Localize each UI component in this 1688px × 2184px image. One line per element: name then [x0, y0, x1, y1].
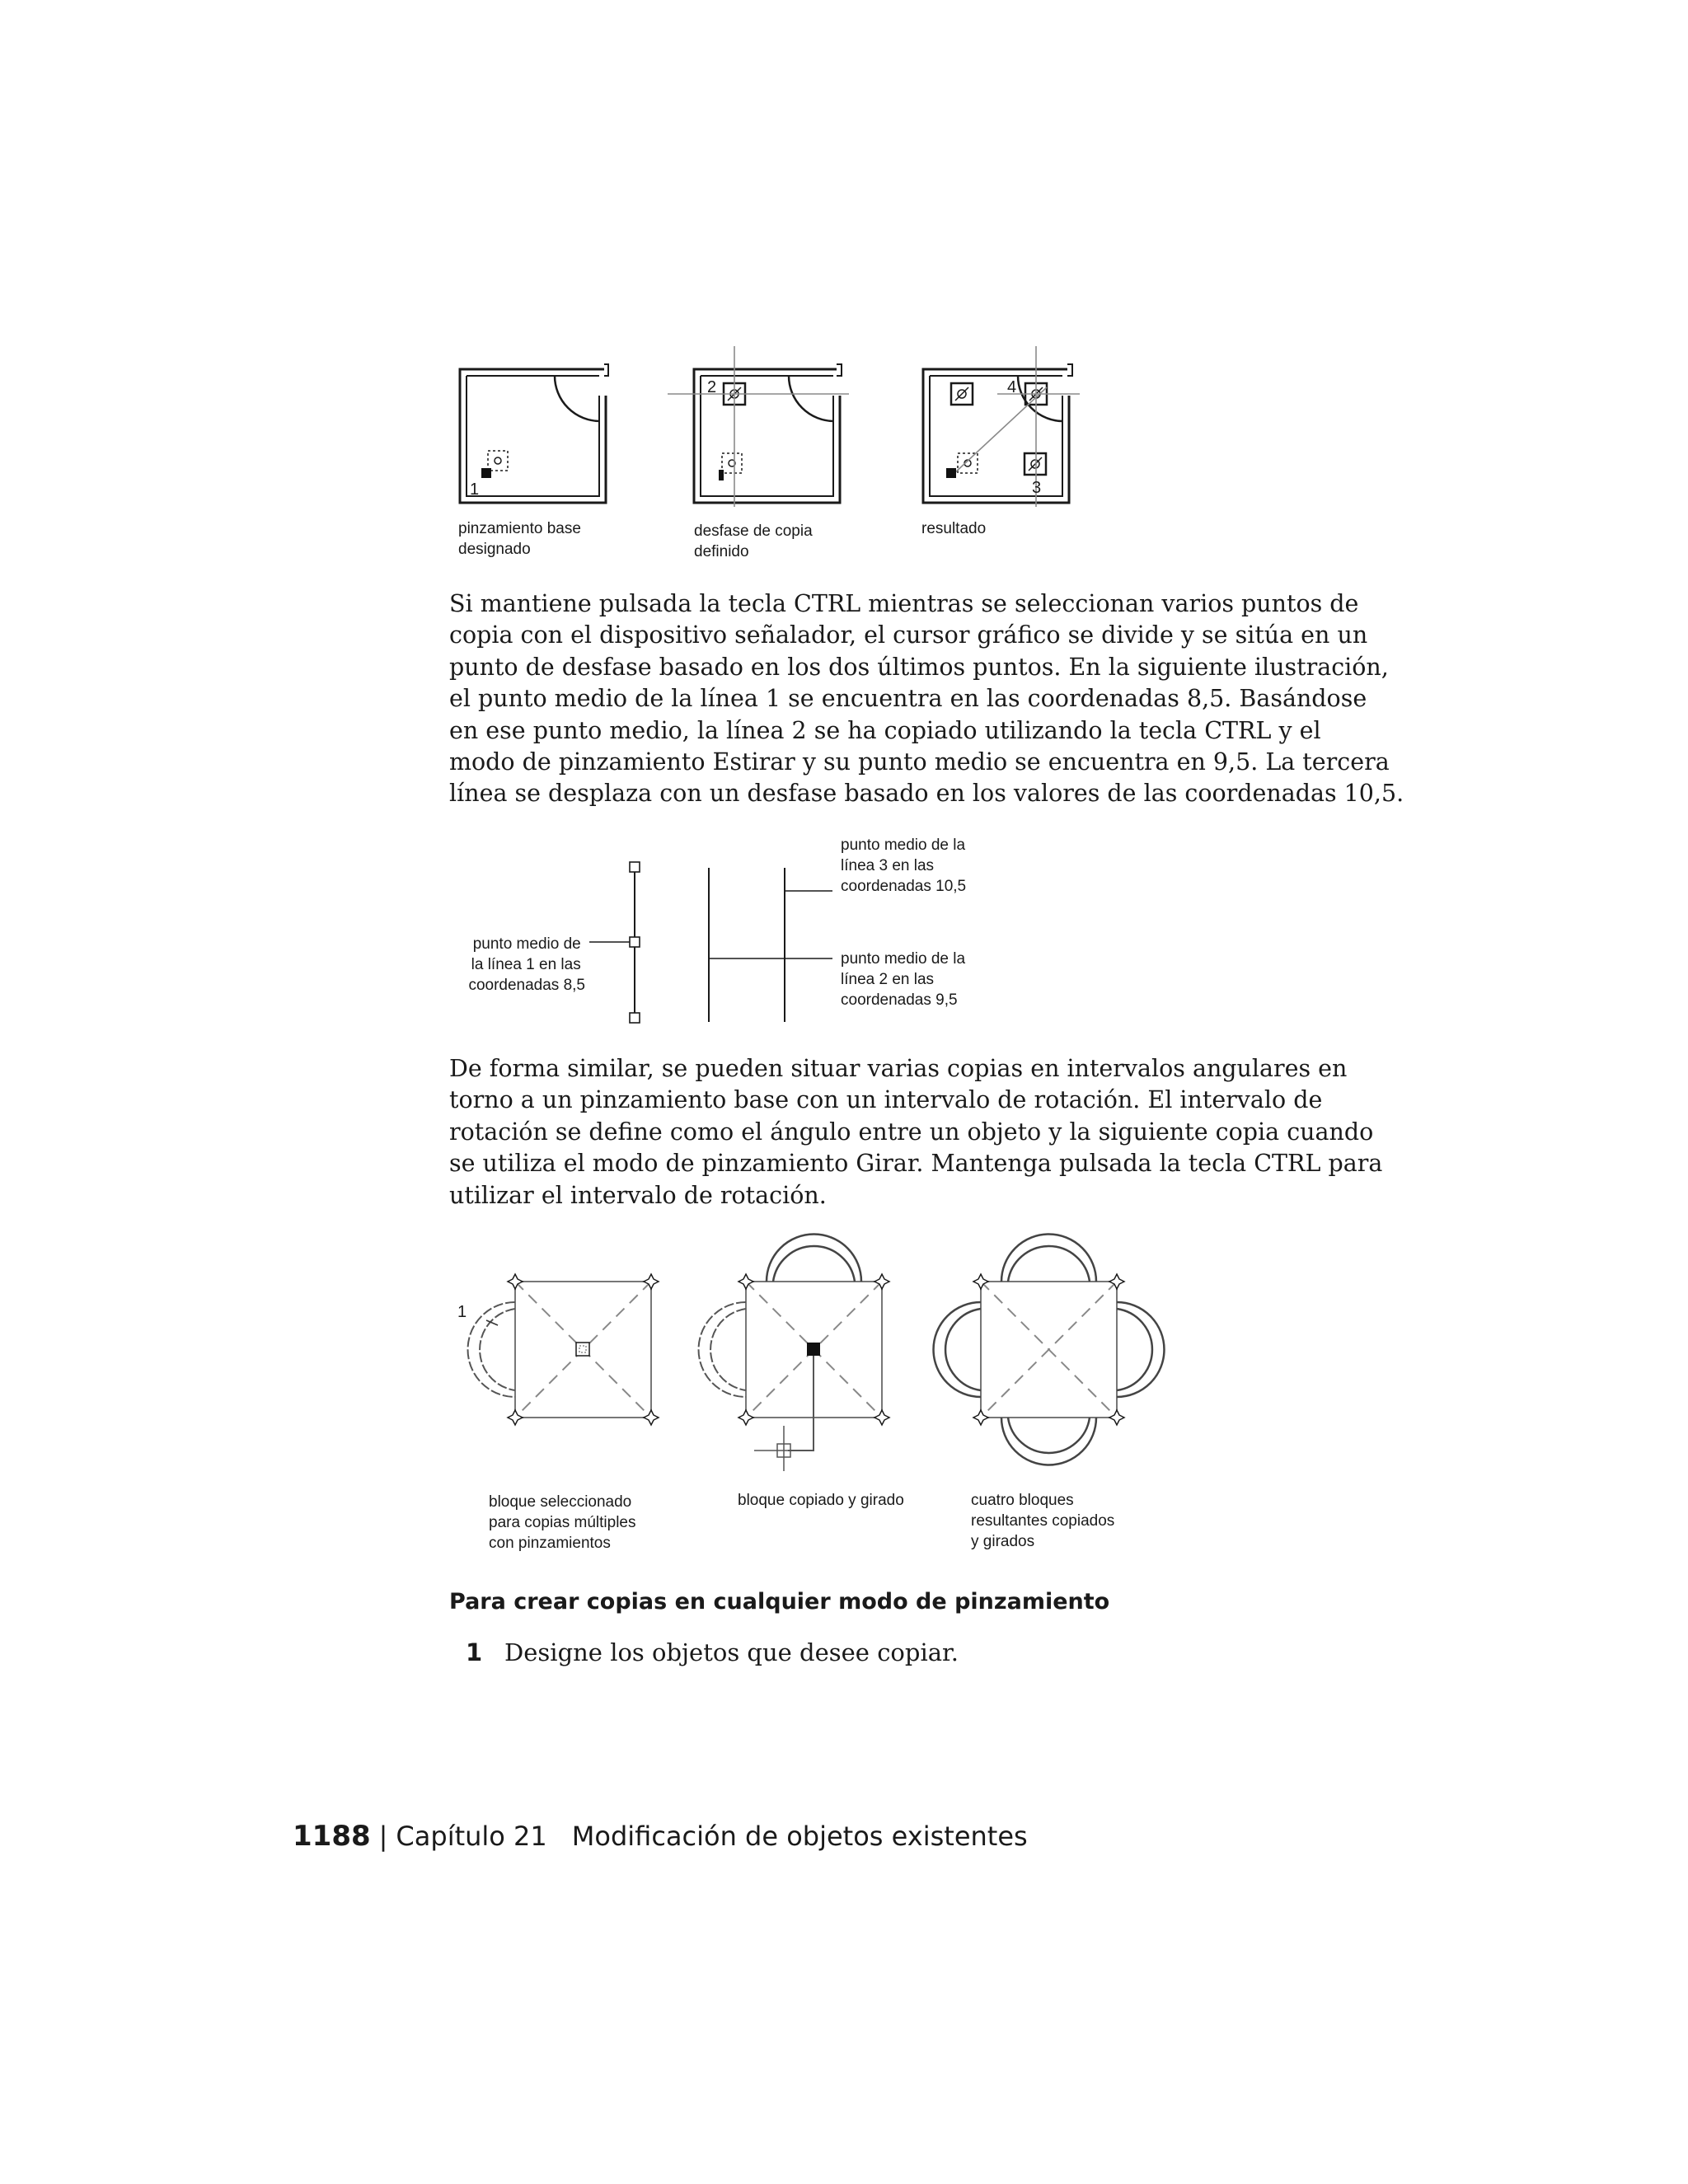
paragraph-line: De forma similar, se pueden situar varias copias en intervalos angulares en [449, 1055, 1348, 1082]
midpoint-label-line-3: punto medio de la línea 3 en las coordenadas 10,5 [841, 837, 967, 895]
step-text: Designe los objetos que desee copiar. [504, 1638, 959, 1666]
chapter-title: Modificación de objetos existentes [571, 1821, 1028, 1852]
block-copied-rotated [699, 1235, 889, 1471]
point-number: 1 [457, 1303, 467, 1321]
paragraph-line: punto de desfase basado en los dos últimos puntos. En la siguiente ilustración, [449, 653, 1389, 681]
figure-caption: pinzamiento base designado [458, 520, 581, 558]
page-number: 1188 [293, 1820, 371, 1853]
point-number: 1 [470, 480, 480, 499]
room-plan-base-grip [460, 364, 608, 503]
figure-caption: desfase de copia definido [694, 523, 813, 560]
body-paragraph [449, 1053, 1383, 1212]
paragraph-line: rotación se define como el ángulo entre un objeto y la siguiente copia cuando [449, 1118, 1374, 1146]
step-number: 1 [466, 1638, 483, 1666]
footer-separator: | [378, 1821, 388, 1852]
body-paragraph [449, 588, 1404, 810]
midpoint-label-line-2: punto medio de la línea 2 en las coordenadas 9,5 [841, 950, 966, 1009]
figure-line-midpoints [445, 828, 1022, 1038]
base-grip-marker [481, 468, 491, 478]
point-number: 4 [1007, 378, 1017, 396]
paragraph-line: modo de pinzamiento Estirar y su punto medio se encuentra en 9,5. La tercera [449, 748, 1390, 776]
figure-rotation-copies [445, 1228, 1203, 1558]
paragraph-line: copia con el dispositivo señalador, el cursor gráfico se divide y se sitúa en un [449, 621, 1368, 649]
figure-grip-copy-offset [445, 346, 1104, 569]
paragraph-line: se utiliza el modo de pinzamiento Girar. Mantenga pulsada la tecla CTRL para [449, 1150, 1383, 1178]
paragraph-line: el punto medio de la línea 1 se encuentra en las coordenadas 8,5. Basándose [449, 685, 1367, 713]
midpoint-label-line-1: punto medio de la línea 1 en las coordenadas 8,5 [468, 935, 585, 994]
block-selected [468, 1274, 659, 1425]
point-number: 3 [1032, 479, 1042, 497]
grip-marker [719, 470, 724, 480]
paragraph-line: Si mantiene pulsada la tecla CTRL mientras se seleccionan varios puntos de [449, 590, 1359, 617]
paragraph-line: utilizar el intervalo de rotación. [449, 1181, 827, 1209]
paragraph-line: torno a un pinzamiento base con un intervalo de rotación. El intervalo de [449, 1086, 1323, 1114]
block-four-copies [934, 1235, 1165, 1465]
chapter-label: Capítulo 21 [396, 1821, 547, 1852]
procedure-step [466, 1638, 959, 1666]
base-grip-marker [946, 468, 956, 478]
figure-caption: resultado [921, 520, 987, 537]
procedure-heading: Para crear copias en cualquier modo de pinzamiento [449, 1589, 1110, 1615]
figure-caption: bloque seleccionado para copias múltiples con pinzamientos [489, 1493, 636, 1552]
paragraph-line: en ese punto medio, la línea 2 se ha copiado utilizando la tecla CTRL y el [449, 716, 1321, 744]
page-footer [293, 1820, 1028, 1853]
figure-caption: bloque copiado y girado [738, 1492, 904, 1509]
point-number: 2 [707, 378, 717, 396]
paragraph-line: línea se desplaza con un desfase basado en los valores de las coordenadas 10,5. [449, 780, 1404, 808]
figure-caption: cuatro bloques resultantes copiados y girados [971, 1492, 1115, 1550]
